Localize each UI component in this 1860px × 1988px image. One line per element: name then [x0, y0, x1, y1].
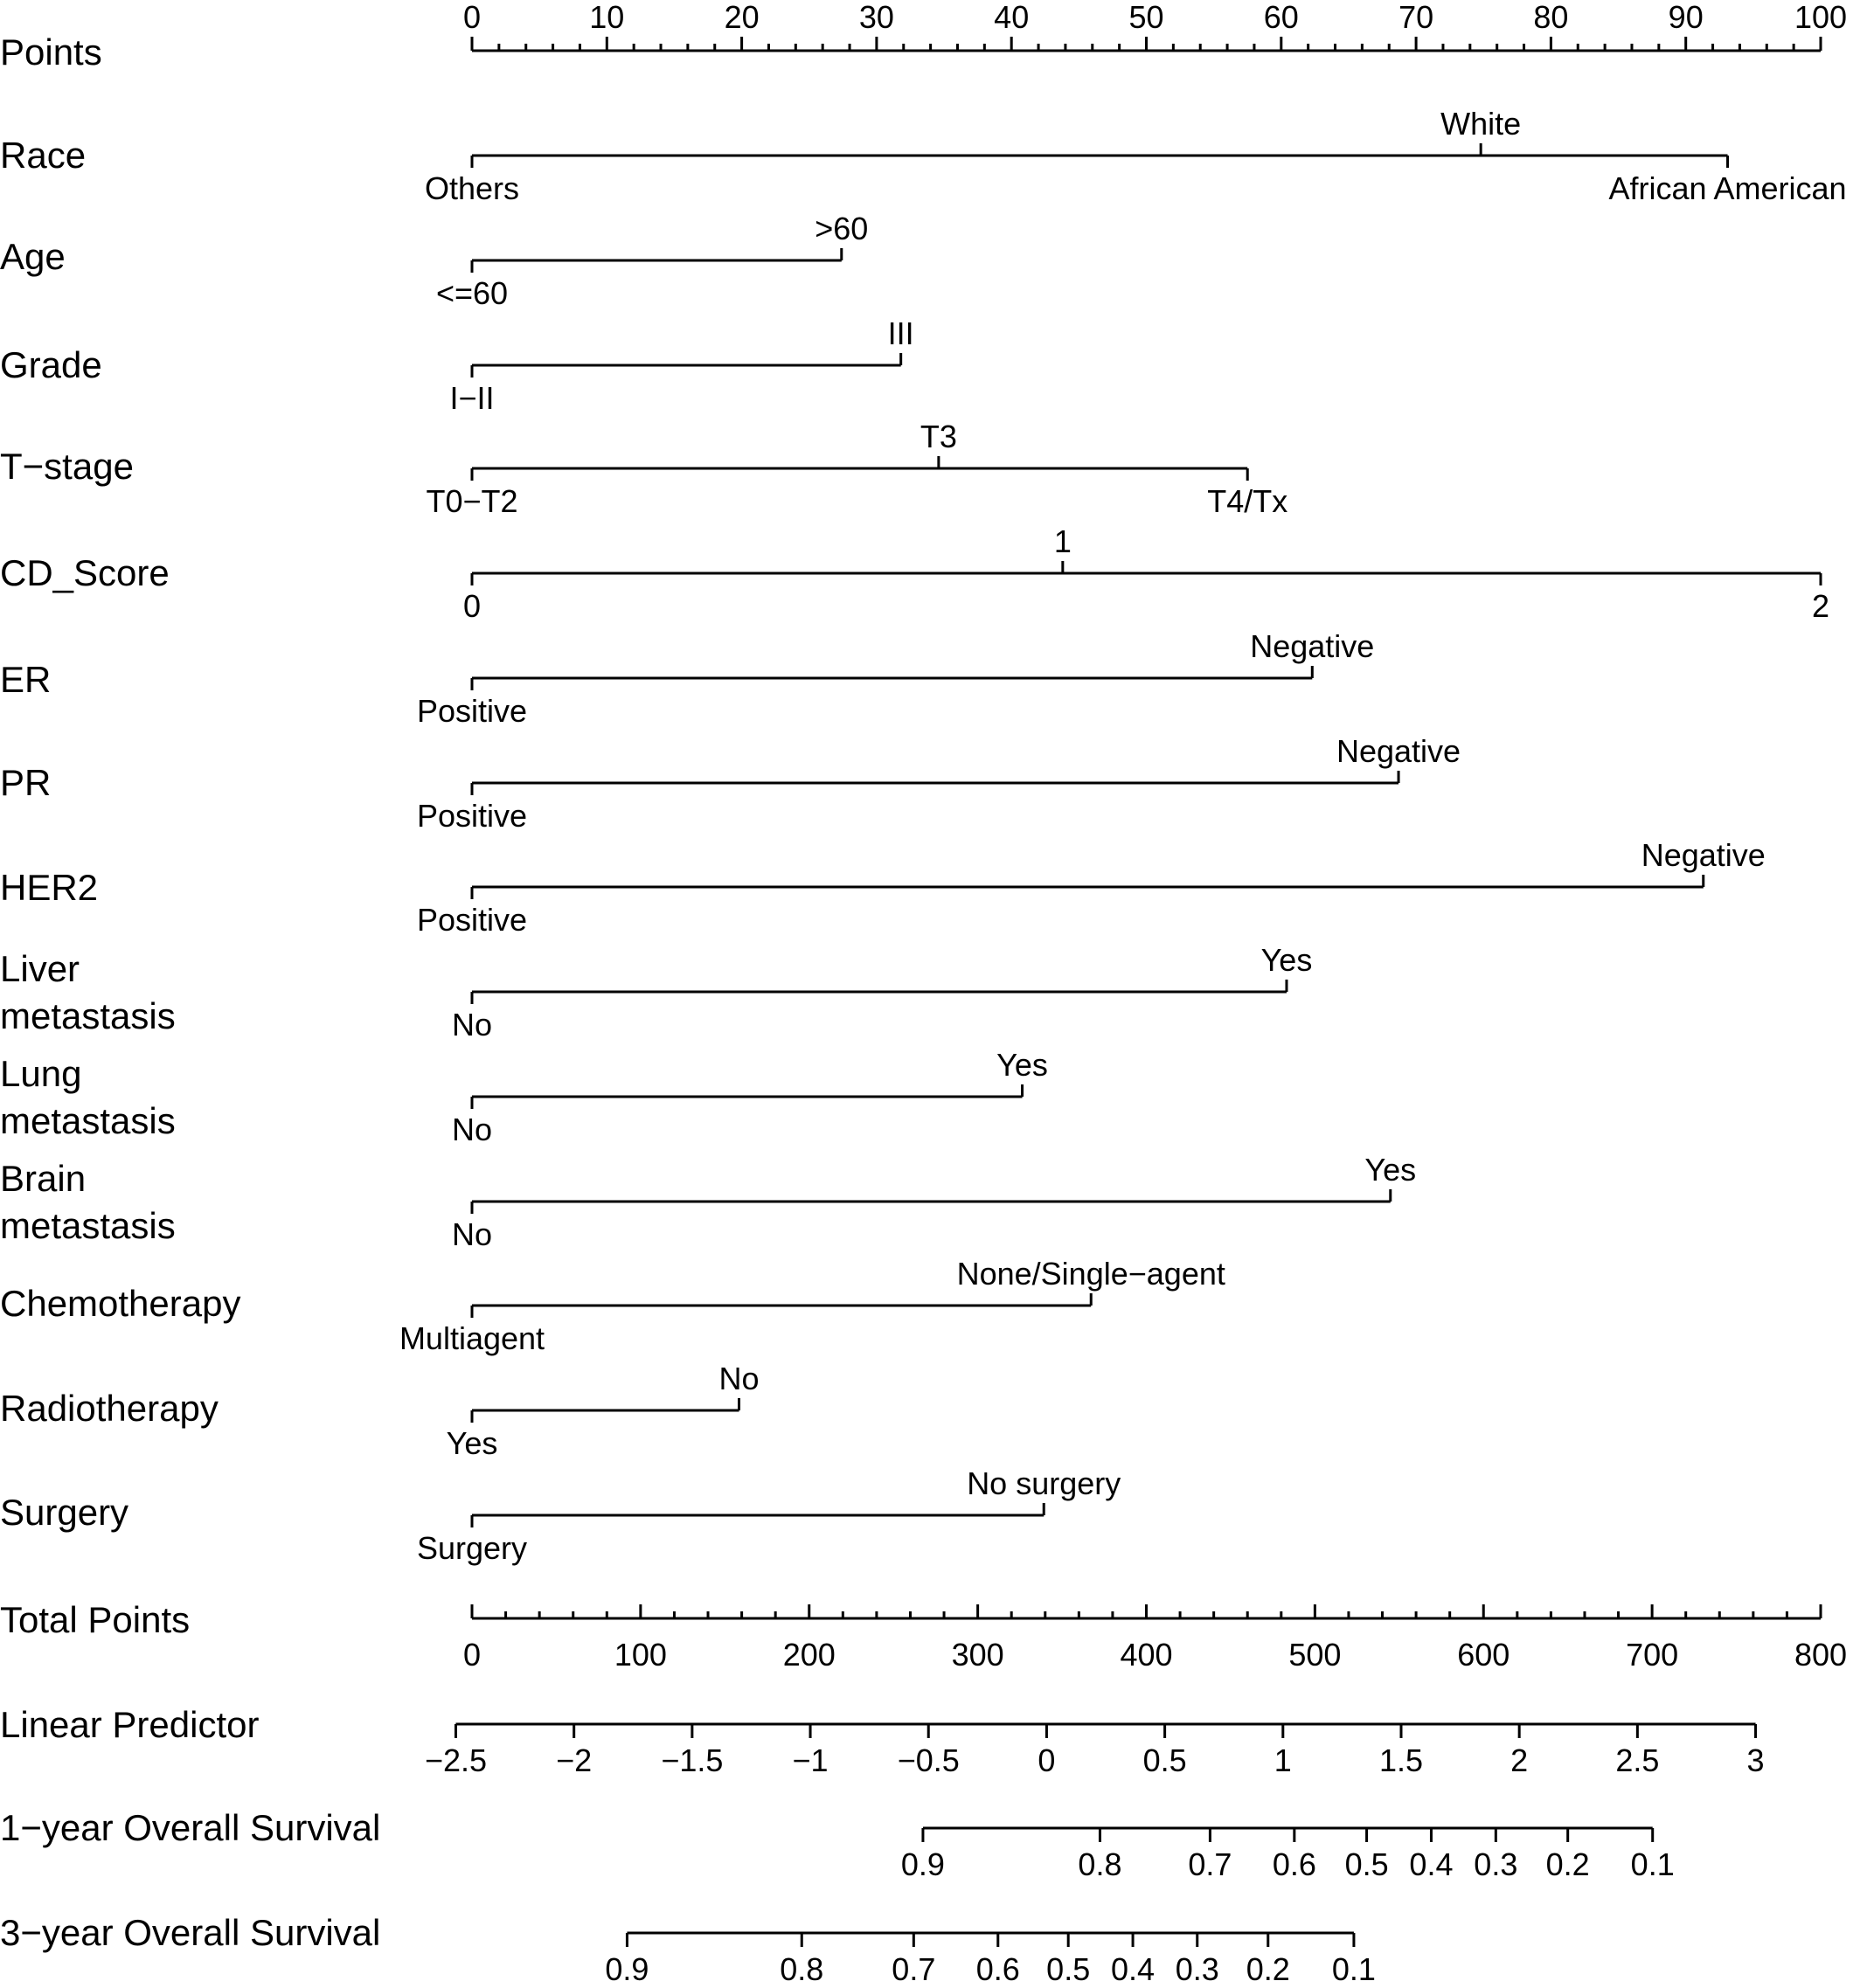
variable-chemotherapy [0, 1256, 1225, 1356]
survival-tick-label: 0.9 [900, 1846, 945, 1882]
survival-tick-label: 0.3 [1175, 1951, 1219, 1987]
level-label: No surgery [967, 1465, 1121, 1501]
total-points-tick-label: 100 [614, 1637, 667, 1673]
survival-tick-label: 0.8 [780, 1951, 824, 1987]
variable-label: HER2 [0, 867, 99, 908]
variable-label: Lung [0, 1053, 82, 1094]
level-label: <=60 [435, 275, 509, 311]
points-tick-label: 40 [994, 0, 1030, 35]
variable-label: Radiotherapy [0, 1388, 219, 1429]
survival-tick-label: 0.5 [1344, 1846, 1389, 1882]
survival-tick-label: 0.2 [1545, 1846, 1590, 1882]
level-label: Yes [996, 1047, 1048, 1083]
variable-grade [0, 315, 914, 416]
points-tick-label: 50 [1128, 0, 1164, 35]
level-label: 2 [1811, 588, 1830, 624]
points-tick-label: 80 [1533, 0, 1569, 35]
level-label: 1 [1053, 523, 1072, 559]
level-label: Yes [1364, 1152, 1417, 1188]
linear-predictor-tick-label: 1 [1274, 1742, 1292, 1778]
points-tick-label: 90 [1668, 0, 1704, 35]
survival-tick-label: 0.6 [975, 1951, 1020, 1987]
linear-predictor-tick-label: 0.5 [1142, 1742, 1187, 1778]
points-axis-label: Points [0, 31, 102, 73]
level-label: III [887, 315, 914, 351]
points-tick-label: 70 [1398, 0, 1434, 35]
level-label: White [1440, 106, 1522, 142]
total-points-tick-label: 0 [462, 1637, 482, 1673]
variable-label: Liver [0, 948, 80, 989]
survival-tick-label: 0.3 [1474, 1846, 1518, 1882]
level-label: No [451, 1007, 493, 1042]
level-label: T4/Tx [1207, 483, 1288, 519]
variable-cd-score [0, 523, 1829, 624]
total-points-axis-label: Total Points [0, 1599, 191, 1640]
total-points-tick-label: 800 [1794, 1637, 1848, 1673]
variable-label: ER [0, 659, 52, 700]
survival-tick-label: 0.1 [1630, 1846, 1675, 1882]
variable-label: Age [0, 236, 66, 277]
survival-tick-label: 0.7 [1188, 1846, 1232, 1882]
points-tick-label: 0 [462, 0, 482, 35]
variable-label: Chemotherapy [0, 1283, 241, 1324]
variable-label: Grade [0, 344, 102, 385]
survival-tick-label: 0.7 [892, 1951, 936, 1987]
survival-tick-label: 0.9 [605, 1951, 649, 1987]
survival-tick-label: 0.8 [1078, 1846, 1122, 1882]
survival-axis-1 [0, 1807, 1675, 1882]
level-label: Negative [1250, 628, 1375, 664]
level-label: Positive [416, 798, 528, 834]
level-label: >60 [815, 211, 869, 246]
variables-layer [0, 106, 1847, 1566]
variable-her2 [0, 837, 1766, 938]
variable-label: Surgery [0, 1492, 129, 1533]
variable-label: metastasis [0, 1100, 176, 1141]
level-label: No [451, 1112, 493, 1147]
points-tick-label: 30 [858, 0, 894, 35]
level-label: Positive [416, 693, 528, 729]
variable-lung-metastasis [0, 1047, 1048, 1147]
linear-predictor-tick-label: 2.5 [1615, 1742, 1660, 1778]
variable-label: CD_Score [0, 552, 170, 593]
linear-predictor-tick-label: 2 [1510, 1742, 1529, 1778]
survival-tick-label: 0.4 [1111, 1951, 1156, 1987]
linear-predictor-tick-label: −1 [792, 1742, 829, 1778]
survival-axis-label: 1−year Overall Survival [0, 1807, 381, 1848]
survival-tick-label: 0.6 [1272, 1846, 1316, 1882]
level-label: No [451, 1216, 493, 1252]
level-label: Positive [416, 902, 528, 938]
variable-race [0, 106, 1847, 206]
level-label: No [718, 1361, 760, 1396]
level-label: African American [1608, 170, 1847, 206]
level-label: None/Single−agent [956, 1256, 1225, 1292]
variable-label: PR [0, 762, 52, 803]
level-label: Negative [1336, 733, 1461, 769]
variable-er [0, 628, 1374, 729]
level-label: Multiagent [399, 1320, 545, 1356]
survival-tick-label: 0.2 [1246, 1951, 1290, 1987]
level-label: 0 [462, 588, 482, 624]
variable-brain-metastasis [0, 1152, 1416, 1252]
total-points-tick-label: 200 [782, 1637, 836, 1673]
linear-predictor-tick-label: −0.5 [897, 1742, 960, 1778]
survival-tick-label: 0.5 [1046, 1951, 1091, 1987]
total-points-tick-label: 600 [1457, 1637, 1510, 1673]
total-points-tick-label: 300 [951, 1637, 1004, 1673]
variable-label: T−stage [0, 446, 134, 487]
points-tick-label: 20 [724, 0, 760, 35]
variable-pr [0, 733, 1461, 834]
level-label: Others [424, 170, 520, 206]
survival-tick-label: 0.4 [1409, 1846, 1454, 1882]
linear-predictor-tick-label: 0 [1038, 1742, 1056, 1778]
survival-tick-label: 0.1 [1331, 1951, 1376, 1987]
linear-predictor-tick-label: −2 [556, 1742, 593, 1778]
variable-radiotherapy [0, 1361, 760, 1461]
total-points-tick-label: 700 [1626, 1637, 1679, 1673]
total-points-tick-label: 400 [1120, 1637, 1173, 1673]
variable-t-stage [0, 419, 1287, 519]
linear-predictor-tick-label: −1.5 [661, 1742, 724, 1778]
survival-axis-2 [0, 1912, 1376, 1987]
level-label: Surgery [416, 1530, 528, 1566]
linear-predictor-axis-label: Linear Predictor [0, 1704, 260, 1745]
points-tick-label: 10 [589, 0, 625, 35]
level-label: T3 [920, 419, 957, 454]
level-label: Yes [446, 1425, 498, 1461]
linear-predictor-tick-label: 3 [1746, 1742, 1765, 1778]
variable-age [0, 211, 868, 311]
linear-predictor-tick-label: 1.5 [1378, 1742, 1424, 1778]
total-points-tick-label: 500 [1288, 1637, 1342, 1673]
level-label: Negative [1641, 837, 1766, 873]
variable-label: Brain [0, 1158, 87, 1199]
level-label: Yes [1260, 942, 1313, 978]
variable-label: Race [0, 135, 87, 176]
survival-axis-label: 3−year Overall Survival [0, 1912, 381, 1953]
linear-predictor-tick-label: −2.5 [424, 1742, 488, 1778]
variable-liver-metastasis [0, 942, 1312, 1042]
variable-label: metastasis [0, 1205, 176, 1246]
level-label: I−II [449, 380, 495, 416]
level-label: T0−T2 [426, 483, 518, 519]
points-tick-label: 60 [1263, 0, 1299, 35]
variable-label: metastasis [0, 995, 176, 1036]
variable-surgery [0, 1465, 1121, 1566]
points-tick-label: 100 [1794, 0, 1848, 35]
